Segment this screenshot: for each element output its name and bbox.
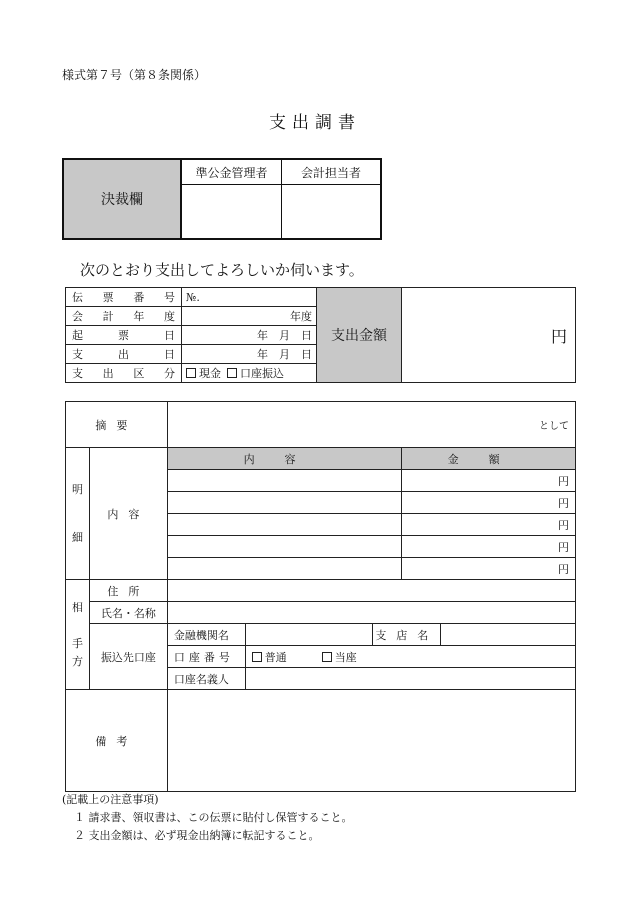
bank-account-label: 振込先口座: [89, 624, 167, 690]
breakdown-amount-cell[interactable]: 円: [402, 492, 576, 514]
transfer-label: 口座振込: [240, 367, 284, 380]
approval-col-manager: [182, 160, 282, 238]
page-title: 支出調書: [269, 113, 361, 133]
approval-col-accountant-label: 会計担当者: [282, 160, 380, 185]
summary-label: 摘要: [66, 402, 168, 448]
breakdown-content-cell[interactable]: [167, 492, 401, 514]
transfer-checkbox[interactable]: [227, 368, 237, 378]
name-label: 氏名・名称: [89, 602, 167, 624]
info-label: 伝 票 番 号: [66, 288, 182, 306]
payment-type-options: [182, 364, 316, 382]
approval-box: [62, 158, 382, 240]
amount-unit: 円: [550, 326, 567, 346]
info-value[interactable]: 年度: [290, 310, 312, 323]
address-field[interactable]: [167, 580, 575, 602]
info-row-voucher-number: [66, 288, 316, 307]
breakdown-label: 明 細: [66, 448, 90, 580]
current-checkbox[interactable]: [322, 652, 332, 662]
breakdown-amount-cell[interactable]: 円: [402, 470, 576, 492]
counterparty-label: 相 手 方: [66, 580, 90, 690]
breakdown-content-label: 内容: [89, 448, 167, 580]
col-header-content: 内容: [167, 448, 401, 470]
name-field[interactable]: [167, 602, 575, 624]
ordinary-label: 普通: [264, 650, 287, 664]
info-label: 支 出 区 分: [66, 364, 182, 382]
breakdown-amount-cell[interactable]: 円: [402, 536, 576, 558]
form-reference: 様式第７号（第８条関係）: [62, 68, 207, 82]
bank-name-label: 金融機関名: [167, 624, 245, 646]
info-value[interactable]: №.: [186, 290, 200, 304]
amount-label: 支出金額: [316, 288, 402, 382]
remarks-label: 備考: [66, 690, 168, 792]
account-holder-field[interactable]: [245, 668, 575, 690]
notes-heading: (記載上の注意事項): [62, 793, 159, 806]
info-row-payment-type: [66, 364, 316, 382]
note-item: ２ 支出金額は、必ず現金出納簿に転記すること。: [74, 829, 320, 842]
request-text: 次のとおり支出してよろしいか伺います。: [80, 261, 364, 279]
bank-name-field[interactable]: [245, 624, 373, 646]
voucher-info: [65, 287, 576, 383]
info-label: 起 票 日: [66, 326, 182, 344]
breakdown-content-cell[interactable]: [167, 558, 401, 580]
note-item: １ 請求書、領収書は、この伝票に貼付し保管すること。: [74, 811, 353, 824]
address-label: 住所: [89, 580, 167, 602]
account-type-options: [245, 646, 575, 668]
summary-field[interactable]: [167, 402, 575, 448]
approval-label: 決裁欄: [64, 160, 182, 238]
amount-field[interactable]: [402, 288, 575, 382]
info-value[interactable]: 年 月 日: [257, 329, 312, 342]
breakdown-amount-cell[interactable]: 円: [402, 558, 576, 580]
detail-table: [65, 401, 576, 792]
cash-label: 現金: [199, 367, 221, 380]
approval-col-accountant: [282, 160, 380, 238]
branch-label: 支店名: [373, 624, 441, 646]
remarks-field[interactable]: [167, 690, 575, 792]
breakdown-content-cell[interactable]: [167, 514, 401, 536]
account-holder-label: 口座名義人: [167, 668, 245, 690]
info-label: 支 出 日: [66, 345, 182, 363]
summary-suffix: として: [539, 421, 569, 432]
info-row-issue-date: [66, 326, 316, 345]
info-value[interactable]: 年 月 日: [257, 348, 312, 361]
current-label: 当座: [334, 650, 357, 664]
approval-col-manager-label: 準公金管理者: [182, 160, 281, 185]
ordinary-checkbox[interactable]: [252, 652, 262, 662]
info-row-fiscal-year: [66, 307, 316, 326]
breakdown-amount-cell[interactable]: 円: [402, 514, 576, 536]
breakdown-content-cell[interactable]: [167, 536, 401, 558]
col-header-amount: 金額: [402, 448, 576, 470]
account-number-label: 口座番号: [167, 646, 245, 668]
info-row-payment-date: [66, 345, 316, 364]
cash-checkbox[interactable]: [186, 368, 196, 378]
info-label: 会 計 年 度: [66, 307, 182, 325]
breakdown-content-cell[interactable]: [167, 470, 401, 492]
notes: [62, 791, 353, 845]
branch-field[interactable]: [441, 624, 576, 646]
